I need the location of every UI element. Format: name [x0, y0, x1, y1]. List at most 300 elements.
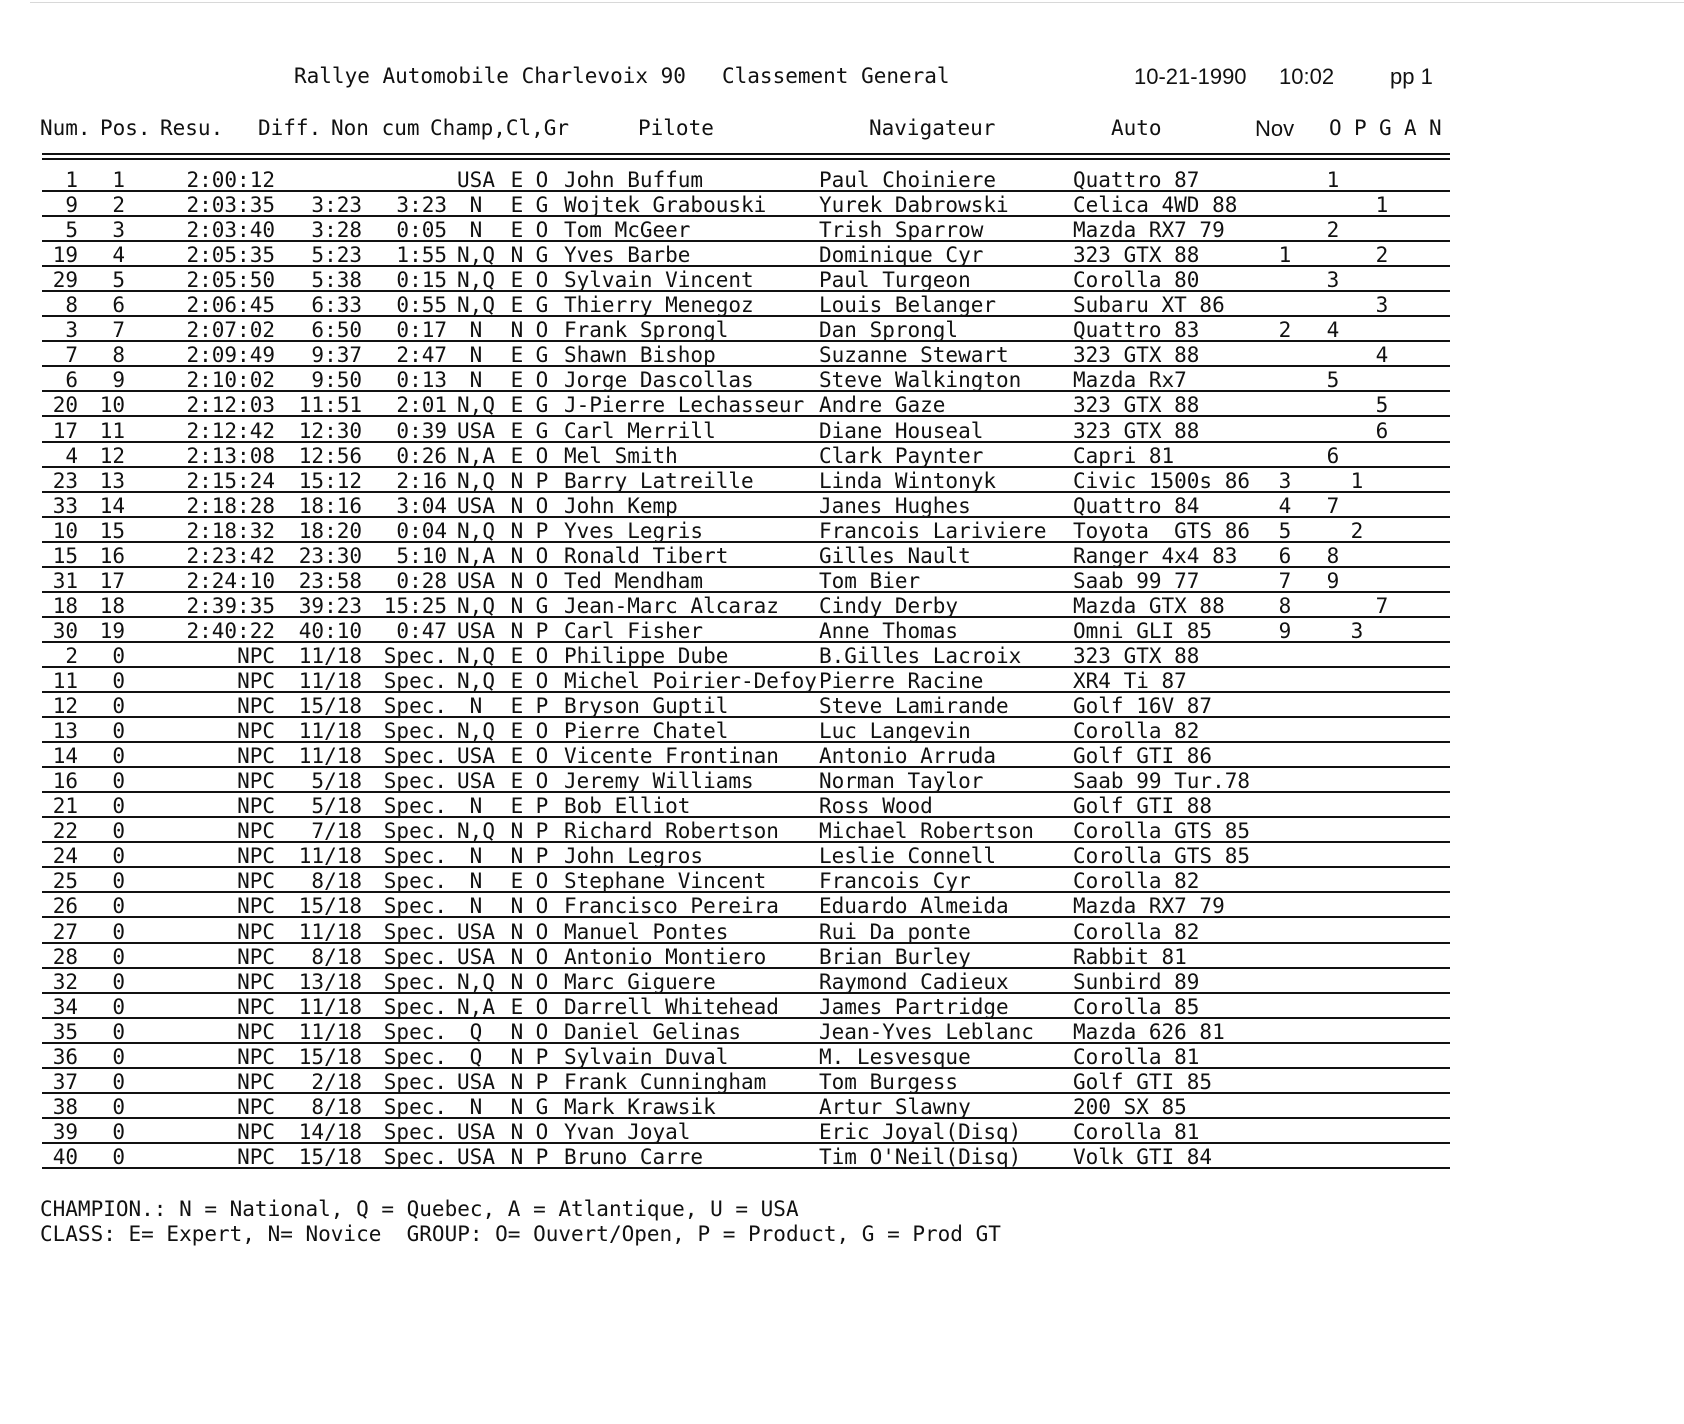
cell-class: E: [510, 443, 524, 468]
cell-pos: 12: [99, 443, 125, 468]
cell-o: 1: [1326, 168, 1340, 192]
cell-pilote: Shawn Bishop: [564, 343, 716, 368]
cell-pilote: Thierry Menegoz: [564, 293, 754, 318]
cell-group: P: [535, 819, 549, 844]
cell-group: O: [535, 894, 549, 919]
cell-auto: 323 GTX 88: [1073, 393, 1200, 418]
cell-resu: NPC: [237, 1119, 275, 1144]
cell-pilote: Mel Smith: [564, 443, 678, 468]
cell-diff: 5/18: [311, 794, 362, 819]
cell-class: N: [510, 318, 524, 343]
cell-nov: [1270, 841, 1300, 866]
cell-champ: N: [469, 694, 483, 719]
cell-pilote: Jeremy Williams: [564, 769, 754, 794]
cell-resu: 2:07:02: [186, 318, 275, 343]
cell-diff: 18:20: [298, 518, 362, 543]
cell-group: O: [535, 493, 549, 518]
cell-noncum: Spec.: [383, 719, 447, 744]
cell-o: 4: [1326, 318, 1340, 343]
cell-pos: 0: [112, 1094, 125, 1119]
cell-n: [1417, 716, 1447, 741]
cell-group: P: [535, 794, 549, 819]
cell-pos: 19: [99, 618, 125, 643]
cell-pilote: Ted Mendham: [564, 568, 704, 593]
cell-diff: 9:50: [311, 368, 362, 393]
cell-noncum: Spec.: [383, 969, 447, 994]
cell-class: N: [510, 944, 524, 969]
table-row: [42, 240, 1450, 267]
cell-pilote: Daniel Gelinas: [564, 1019, 742, 1044]
cell-n: [1417, 992, 1447, 1017]
cell-group: O: [535, 318, 549, 343]
table-row: [42, 1142, 1450, 1169]
cell-class: E: [510, 869, 524, 894]
cell-diff: 23:58: [298, 568, 362, 593]
cell-pilote: Frank Sprongl: [564, 318, 729, 343]
cell-resu: 2:40:22: [186, 618, 275, 643]
cell-champ: N: [469, 1094, 483, 1119]
cell-noncum: 0:28: [396, 568, 447, 593]
cell-pilote: Philippe Dube: [564, 643, 729, 668]
cell-resu: 2:15:24: [186, 468, 275, 493]
cell-champ: USA: [457, 1144, 495, 1169]
cell-num: 40: [52, 1144, 78, 1169]
cell-num: 15: [52, 543, 78, 568]
cell-pos: 0: [112, 994, 125, 1019]
cell-group: O: [535, 719, 549, 744]
cell-num: 25: [52, 869, 78, 894]
header-rule-top: [42, 153, 1450, 155]
cell-class: N: [510, 618, 524, 643]
cell-n: [1417, 190, 1447, 215]
cell-class: E: [510, 368, 524, 393]
cell-pos: 0: [112, 844, 125, 869]
cell-champ: N,Q: [457, 969, 495, 994]
cell-auto: Saab 99 77: [1073, 568, 1200, 593]
cell-auto: Rabbit 81: [1073, 944, 1187, 969]
cell-champ: N: [469, 794, 483, 819]
cell-navigateur: Janes Hughes: [819, 493, 971, 518]
cell-class: N: [510, 568, 524, 593]
cell-pilote: Jorge Dascollas: [564, 368, 754, 393]
cell-resu: NPC: [237, 794, 275, 819]
cell-champ: USA: [457, 944, 495, 969]
cell-class: N: [510, 969, 524, 994]
cell-n: [1417, 866, 1447, 891]
cell-auto: Mazda RX7 79: [1073, 218, 1225, 243]
cell-pos: 0: [112, 719, 125, 744]
col-diff: Diff.: [258, 116, 322, 140]
cell-nov: [1270, 942, 1300, 967]
cell-pos: 1: [112, 168, 125, 192]
cell-pilote: John Kemp: [564, 493, 678, 518]
cell-n: [1417, 1142, 1447, 1167]
cell-num: 26: [52, 894, 78, 919]
cell-n: [1417, 891, 1447, 916]
table-row: [42, 841, 1450, 868]
cell-class: E: [510, 694, 524, 719]
cell-nov: [1270, 791, 1300, 816]
cell-diff: 11/18: [298, 919, 362, 944]
cell-nov: 8: [1278, 593, 1292, 618]
cell-pos: 10: [99, 393, 125, 418]
cell-resu: NPC: [237, 1144, 275, 1169]
cell-resu: 2:24:10: [186, 568, 275, 593]
cell-champ: USA: [457, 418, 495, 443]
header-rule-bottom: [42, 158, 1450, 160]
cell-noncum: 0:26: [396, 443, 447, 468]
cell-num: 3: [65, 318, 78, 343]
cell-pilote: Bob Elliot: [564, 794, 691, 819]
cell-champ: USA: [457, 744, 495, 769]
cell-auto: Subaru XT 86: [1073, 293, 1225, 318]
cell-pos: 0: [112, 769, 125, 794]
table-row: [42, 290, 1450, 317]
cell-auto: 200 SX 85: [1073, 1094, 1187, 1119]
cell-pos: 0: [112, 794, 125, 819]
cell-noncum: Spec.: [383, 744, 447, 769]
cell-resu: NPC: [237, 1019, 275, 1044]
col-champ: Champ,Cl,Gr: [430, 116, 570, 140]
cell-class: N: [510, 1019, 524, 1044]
cell-group: O: [535, 543, 549, 568]
cell-num: 8: [65, 293, 78, 318]
cell-group: G: [535, 1094, 549, 1119]
cell-auto: Golf 16V 87: [1073, 694, 1213, 719]
cell-pilote: Stephane Vincent: [564, 869, 767, 894]
cell-champ: N,Q: [457, 468, 495, 493]
table-row: [42, 816, 1450, 843]
cell-pilote: Carl Fisher: [564, 618, 704, 643]
cell-n: [1417, 591, 1447, 616]
cell-class: N: [510, 894, 524, 919]
cell-pos: 0: [112, 894, 125, 919]
cell-navigateur: Tom Bier: [819, 568, 921, 593]
cell-auto: Mazda Rx7: [1073, 368, 1187, 393]
cell-class: N: [510, 518, 524, 543]
cell-num: 2: [65, 643, 78, 668]
cell-pilote: John Legros: [564, 844, 704, 869]
cell-g: 3: [1375, 293, 1389, 318]
cell-num: 5: [65, 218, 78, 243]
cell-pos: 14: [99, 493, 125, 518]
cell-champ: Q: [469, 1019, 483, 1044]
cell-resu: NPC: [237, 919, 275, 944]
cell-class: N: [510, 493, 524, 518]
table-row: [42, 641, 1450, 668]
cell-noncum: 2:16: [396, 468, 447, 493]
cell-noncum: 0:39: [396, 418, 447, 443]
cell-auto: Golf GTI 88: [1073, 794, 1213, 819]
table-row: [42, 265, 1450, 292]
cell-num: 6: [65, 368, 78, 393]
cell-n: [1417, 1117, 1447, 1142]
cell-auto: Mazda 626 81: [1073, 1019, 1225, 1044]
cell-pos: 0: [112, 1119, 125, 1144]
cell-navigateur: Eric Joyal(Disq): [819, 1119, 1022, 1144]
cell-pilote: Vicente Frontinan: [564, 744, 779, 769]
cell-noncum: [362, 165, 447, 190]
table-row: [42, 866, 1450, 893]
cell-navigateur: Artur Slawny: [819, 1094, 971, 1119]
cell-diff: 18:16: [298, 493, 362, 518]
cell-diff: 23:30: [298, 543, 362, 568]
cell-auto: 323 GTX 88: [1073, 643, 1200, 668]
cell-n: [1417, 791, 1447, 816]
cell-n: [1417, 1017, 1447, 1042]
cell-resu: 2:12:42: [186, 418, 275, 443]
cell-pos: 9: [112, 368, 125, 393]
cell-noncum: 1:55: [396, 243, 447, 268]
cell-auto: XR4 Ti 87: [1073, 669, 1187, 693]
table-row: [42, 691, 1450, 718]
cell-champ: N: [469, 844, 483, 869]
cell-class: E: [510, 719, 524, 744]
cell-num: 36: [52, 1044, 78, 1069]
cell-noncum: 5:10: [396, 543, 447, 568]
cell-n: [1417, 641, 1447, 666]
cell-group: P: [535, 694, 549, 719]
cell-num: 37: [52, 1069, 78, 1094]
cell-resu: NPC: [237, 819, 275, 844]
cell-noncum: 0:05: [396, 218, 447, 243]
cell-group: O: [535, 744, 549, 769]
cell-pilote: Francisco Pereira: [564, 894, 779, 919]
cell-resu: NPC: [237, 1094, 275, 1119]
cell-n: [1417, 741, 1447, 766]
cell-navigateur: Antonio Arruda: [819, 744, 997, 769]
cell-nov: [1270, 1092, 1300, 1117]
cell-diff: 11/18: [298, 1019, 362, 1044]
col-pilote: Pilote: [638, 116, 714, 140]
cell-nov: 7: [1278, 568, 1292, 593]
cell-diff: 15:12: [298, 468, 362, 493]
cell-p: 1: [1350, 468, 1364, 493]
col-auto: Auto: [1111, 116, 1162, 140]
cell-resu: 2:03:40: [186, 218, 275, 243]
table-row: [42, 190, 1450, 217]
col-navigateur: Navigateur: [869, 116, 996, 140]
cell-diff: 11/18: [298, 744, 362, 769]
cell-nov: [1270, 1042, 1300, 1067]
cell-class: E: [510, 794, 524, 819]
cell-auto: Omni GLI 85: [1073, 618, 1213, 643]
table-row: [42, 340, 1450, 367]
cell-num: 19: [52, 243, 78, 268]
cell-group: O: [535, 969, 549, 994]
col-noncum: Non cum: [331, 116, 420, 140]
cell-n: [1417, 616, 1447, 641]
cell-nov: [1270, 265, 1300, 290]
cell-resu: 2:03:35: [186, 193, 275, 218]
cell-noncum: Spec.: [383, 769, 447, 794]
table-row: [42, 390, 1450, 417]
cell-n: [1417, 1067, 1447, 1092]
table-row: [42, 215, 1450, 242]
cell-n: [1417, 1092, 1447, 1117]
cell-navigateur: Paul Turgeon: [819, 268, 971, 293]
cell-num: 24: [52, 844, 78, 869]
cell-resu: NPC: [237, 694, 275, 719]
cell-noncum: 0:15: [396, 268, 447, 293]
cell-group: P: [535, 1069, 549, 1094]
cell-group: G: [535, 593, 549, 618]
cell-n: [1417, 390, 1447, 415]
cell-champ: N,Q: [457, 268, 495, 293]
cell-nov: [1270, 441, 1300, 466]
cell-nov: [1270, 816, 1300, 841]
cell-g: 6: [1375, 418, 1389, 443]
cell-num: 14: [52, 744, 78, 769]
table-row: [42, 315, 1450, 342]
cell-pos: 8: [112, 343, 125, 368]
col-resu: Resu.: [160, 116, 224, 140]
cell-noncum: 0:13: [396, 368, 447, 393]
cell-resu: 2:09:49: [186, 343, 275, 368]
cell-n: [1417, 215, 1447, 240]
cell-auto: Celica 4WD 88: [1073, 193, 1238, 218]
legend-champion: CHAMPION.: N = National, Q = Quebec, A = Atlantique, U = USA: [40, 1197, 799, 1221]
cell-group: G: [535, 418, 549, 443]
cell-pos: 13: [99, 468, 125, 493]
cell-diff: 2/18: [311, 1069, 362, 1094]
cell-group: G: [535, 393, 549, 418]
cell-navigateur: Clark Paynter: [819, 443, 984, 468]
cell-pilote: John Buffum: [564, 168, 704, 192]
cell-diff: 6:50: [311, 318, 362, 343]
cell-navigateur: Gilles Nault: [819, 543, 971, 568]
cell-noncum: 0:17: [396, 318, 447, 343]
cell-num: 27: [52, 919, 78, 944]
cell-pos: 0: [112, 919, 125, 944]
table-row: [42, 516, 1450, 543]
cell-nov: [1270, 416, 1300, 441]
cell-n: [1417, 816, 1447, 841]
cell-resu: NPC: [237, 969, 275, 994]
cell-n: [1417, 841, 1447, 866]
cell-navigateur: Jean-Yves Leblanc: [819, 1019, 1034, 1044]
cell-auto: Sunbird 89: [1073, 969, 1200, 994]
cell-num: 17: [52, 418, 78, 443]
cell-diff: 11:51: [298, 393, 362, 418]
cell-n: [1417, 967, 1447, 992]
cell-class: E: [510, 218, 524, 243]
cell-auto: 323 GTX 88: [1073, 343, 1200, 368]
table-row: [42, 791, 1450, 818]
cell-n: [1417, 365, 1447, 390]
cell-navigateur: Paul Choiniere: [819, 168, 997, 192]
cell-class: N: [510, 919, 524, 944]
cell-resu: 2:12:03: [186, 393, 275, 418]
cell-champ: USA: [457, 618, 495, 643]
cell-noncum: Spec.: [383, 819, 447, 844]
cell-p: 2: [1350, 518, 1364, 543]
cell-pos: 0: [112, 1044, 125, 1069]
cell-navigateur: Luc Langevin: [819, 719, 971, 744]
cell-navigateur: Louis Belanger: [819, 293, 997, 318]
cell-nov: [1270, 365, 1300, 390]
cell-n: [1417, 766, 1447, 791]
cell-o: 9: [1326, 568, 1340, 593]
cell-champ: N,Q: [457, 819, 495, 844]
table-row: [42, 917, 1450, 944]
cell-navigateur: M. Lesvesque: [819, 1044, 971, 1069]
cell-o: 2: [1326, 218, 1340, 243]
cell-pos: 0: [112, 1144, 125, 1169]
cell-n: [1417, 416, 1447, 441]
cell-champ: Q: [469, 1044, 483, 1069]
cell-navigateur: Linda Wintonyk: [819, 468, 997, 493]
cell-num: 39: [52, 1119, 78, 1144]
cell-num: 4: [65, 443, 78, 468]
cell-auto: Golf GTI 86: [1073, 744, 1213, 769]
cell-champ: N,Q: [457, 393, 495, 418]
cell-group: O: [535, 643, 549, 668]
cell-navigateur: Norman Taylor: [819, 769, 984, 794]
cell-diff: 3:28: [311, 218, 362, 243]
cell-num: 13: [52, 719, 78, 744]
cell-class: N: [510, 844, 524, 869]
cell-nov: [1270, 716, 1300, 741]
cell-navigateur: Anne Thomas: [819, 618, 959, 643]
cell-g: 7: [1375, 593, 1389, 618]
cell-resu: 2:05:35: [186, 243, 275, 268]
cell-navigateur: Pierre Racine: [819, 669, 984, 693]
cell-champ: USA: [457, 919, 495, 944]
col-n: N: [1429, 116, 1442, 140]
cell-group: P: [535, 618, 549, 643]
cell-resu: NPC: [237, 669, 275, 693]
col-p: P: [1354, 116, 1367, 140]
cell-group: O: [535, 944, 549, 969]
cell-group: O: [535, 1119, 549, 1144]
cell-pos: 4: [112, 243, 125, 268]
cell-auto: Toyota GTS 86: [1073, 518, 1251, 543]
table-row: [42, 466, 1450, 493]
cell-pilote: Bryson Guptil: [564, 694, 729, 719]
cell-class: N: [510, 1119, 524, 1144]
table-row: [42, 766, 1450, 793]
cell-resu: 2:23:42: [186, 543, 275, 568]
cell-diff: 15/18: [298, 894, 362, 919]
cell-navigateur: Eduardo Almeida: [819, 894, 1009, 919]
cell-nov: [1270, 215, 1300, 240]
cell-navigateur: Ross Wood: [819, 794, 933, 819]
cell-pilote: Manuel Pontes: [564, 919, 729, 944]
cell-auto: Saab 99 Tur.78: [1073, 769, 1251, 794]
table-row: [42, 992, 1450, 1019]
cell-g: 1: [1375, 193, 1389, 218]
cell-o: 6: [1326, 443, 1340, 468]
cell-num: 22: [52, 819, 78, 844]
cell-pilote: Wojtek Grabouski: [564, 193, 767, 218]
cell-nov: [1270, 967, 1300, 992]
cell-n: [1417, 666, 1447, 691]
table-row: [42, 1092, 1450, 1119]
cell-diff: 39:23: [298, 593, 362, 618]
cell-o: 5: [1326, 368, 1340, 393]
cell-class: N: [510, 543, 524, 568]
cell-g: 4: [1375, 343, 1389, 368]
table-row: [42, 1017, 1450, 1044]
cell-num: 28: [52, 944, 78, 969]
table-row: [42, 365, 1450, 392]
cell-pos: 2: [112, 193, 125, 218]
cell-auto: Quattro 87: [1073, 168, 1200, 192]
cell-nov: [1270, 1142, 1300, 1167]
cell-group: O: [535, 368, 549, 393]
cell-n: [1417, 691, 1447, 716]
